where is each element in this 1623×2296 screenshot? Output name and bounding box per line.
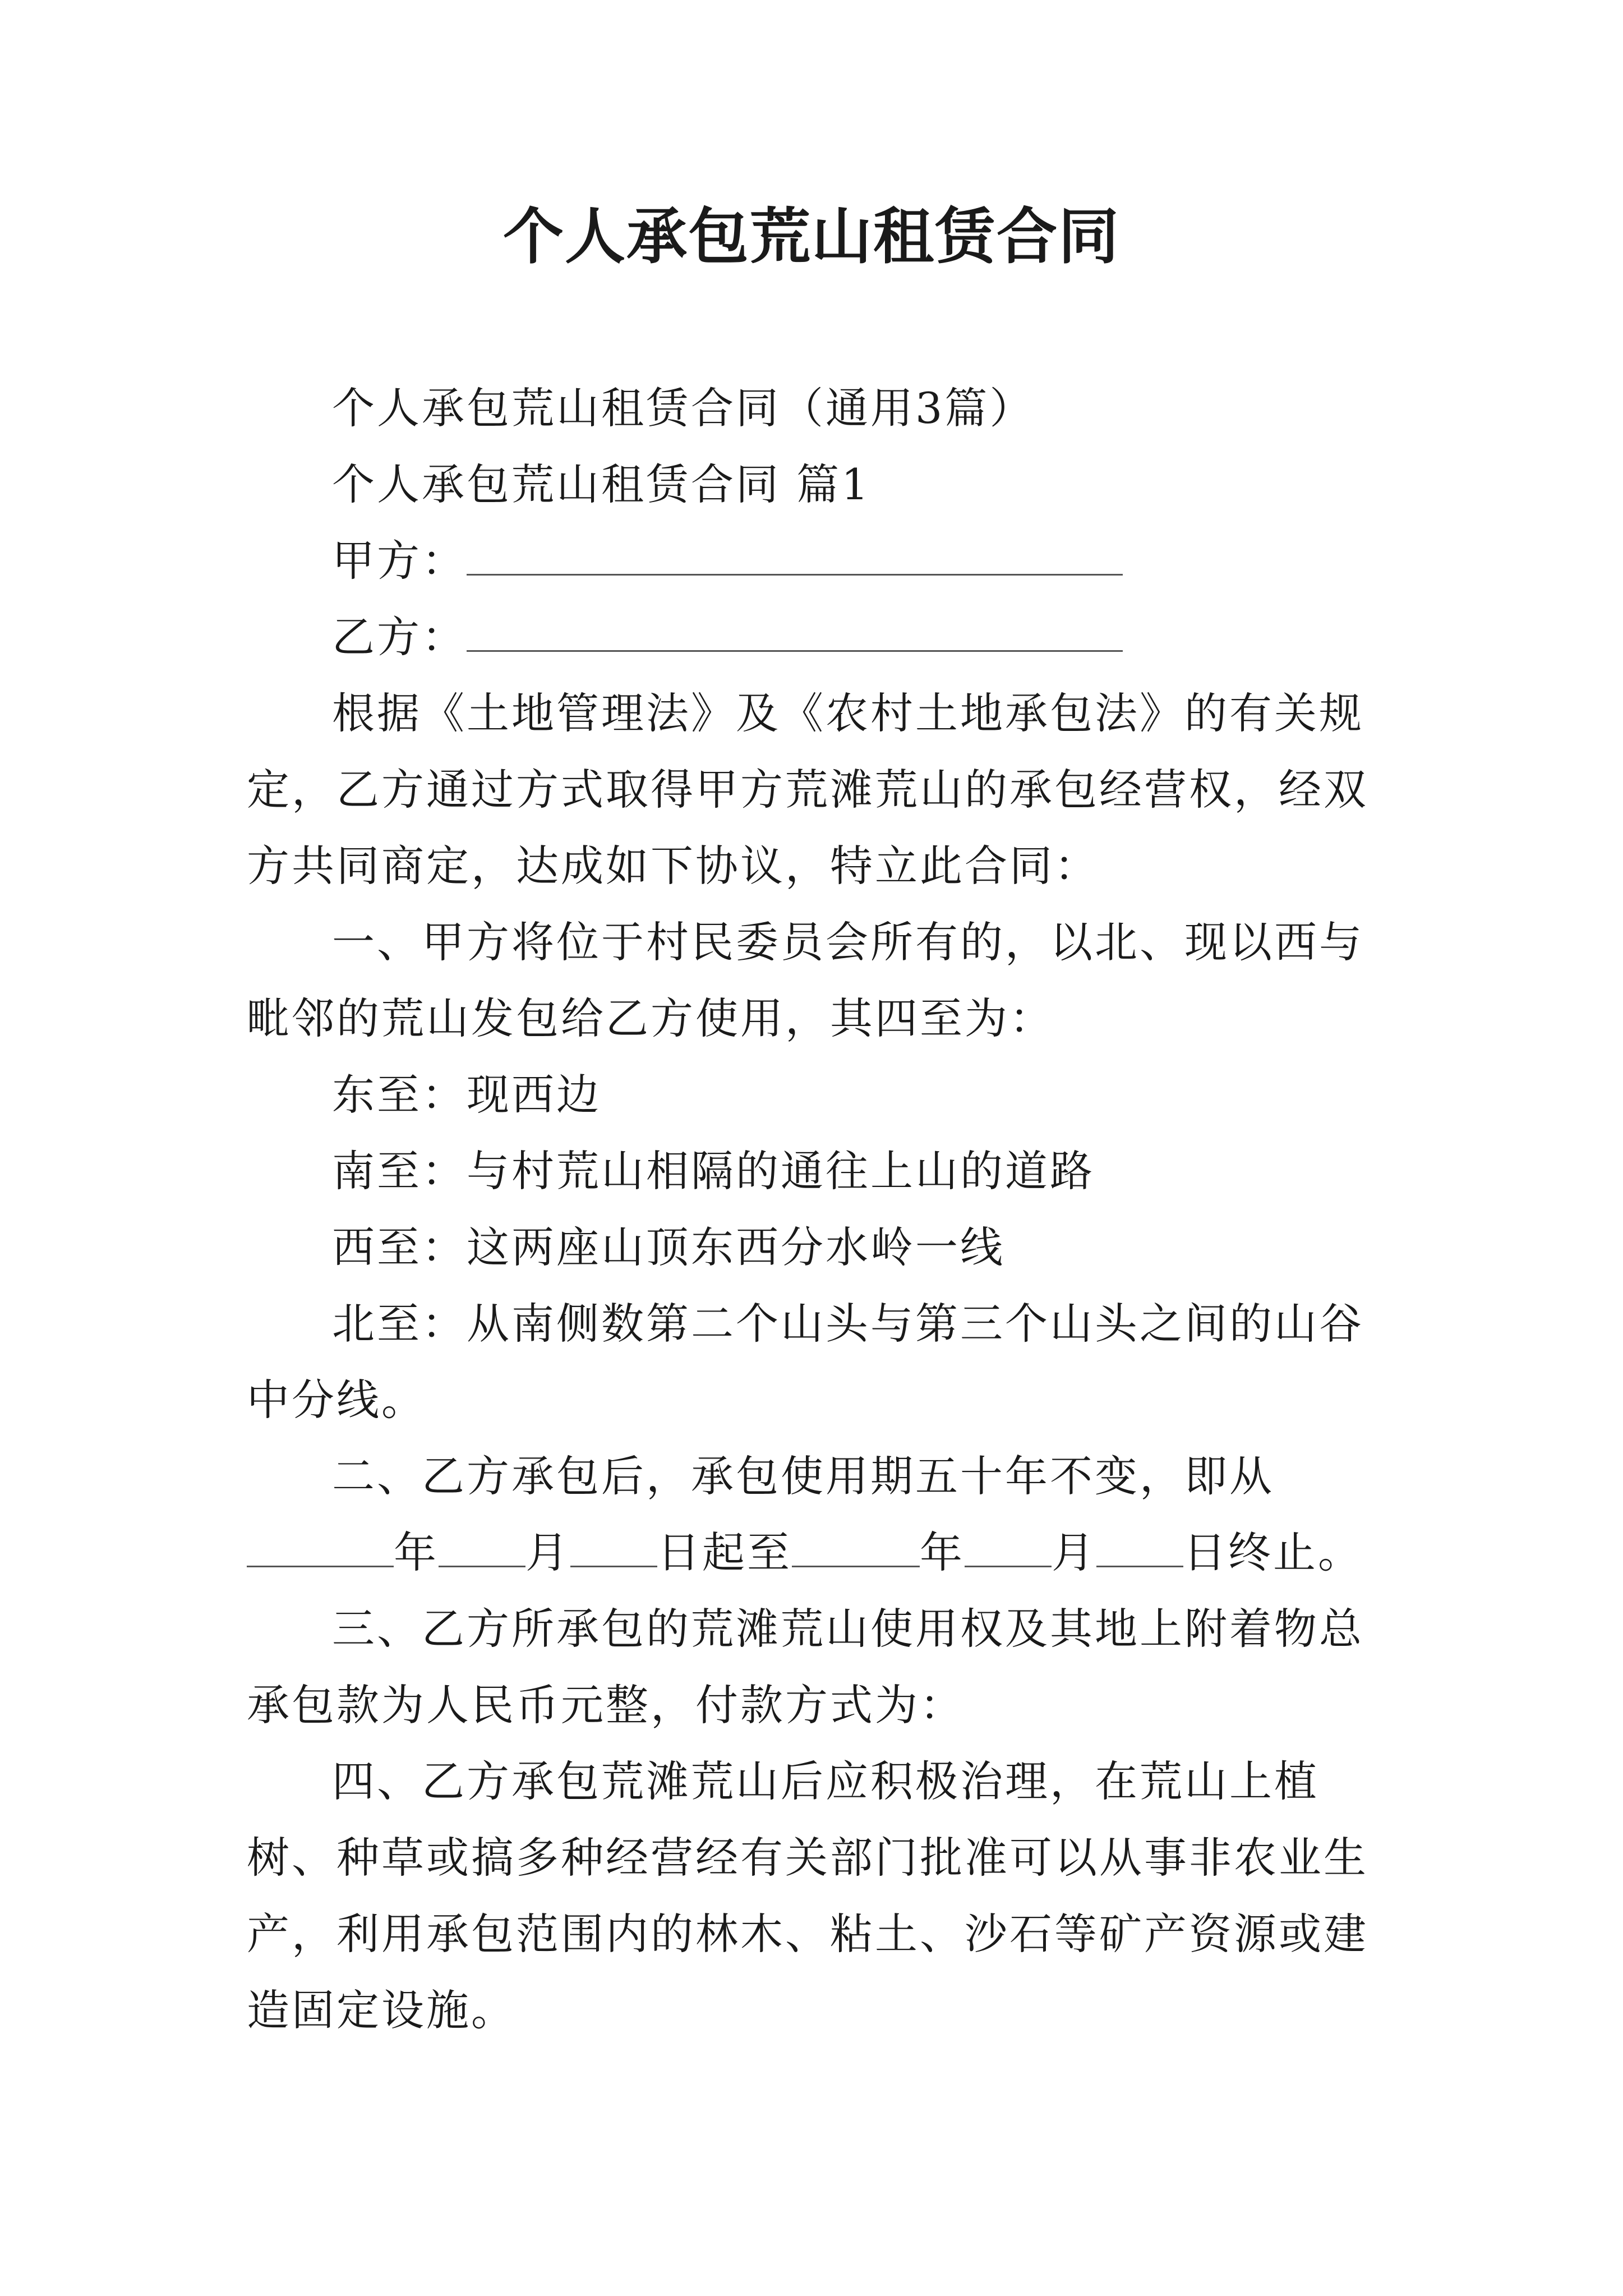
party-b-blank	[467, 612, 1123, 652]
year-label: 年	[394, 1527, 439, 1577]
party-a-label: 甲方：	[332, 536, 467, 586]
boundary-east: 东至：现西边	[332, 1070, 601, 1120]
clause-2-text: 二、乙方承包后，承包使用期五十年不变，即从	[332, 1451, 1274, 1501]
month-label: 月	[525, 1527, 570, 1577]
document-title: 个人承包荒山租赁合同	[502, 201, 1120, 272]
end-day-blank	[1096, 1527, 1183, 1567]
section-heading: 个人承包荒山租赁合同 篇1	[332, 459, 871, 509]
party-b-line	[247, 599, 1391, 675]
party-a-blank	[467, 536, 1123, 576]
clause-2	[247, 1438, 1391, 1591]
clause-4: 四、乙方承包荒滩荒山后应积极治理，在荒山上植树、种草或搞多种经营经有关部门批准可以从事非农业生产，利用承包范围内的林木、粘土、沙石等矿产资源或建造固定设施。	[247, 1756, 1368, 2035]
clause-3: 三、乙方所承包的荒滩荒山使用权及其地上附着物总承包款为人民币元整，付款方式为：	[247, 1604, 1364, 1730]
day-from-label: 日起至	[657, 1527, 792, 1577]
party-b-label: 乙方：	[332, 612, 467, 662]
day-end-label: 日终止。	[1183, 1527, 1363, 1577]
intro-paragraph: 根据《土地管理法》及《农村土地承包法》的有关规定，乙方通过方式取得甲方荒滩荒山的承包经营权，经双方共同商定，达成如下协议，特立此合同：	[247, 688, 1368, 891]
start-month-blank	[439, 1527, 525, 1567]
boundary-west: 西至：这两座山顶东西分水岭一线	[332, 1222, 1005, 1272]
boundary-south: 南至：与村荒山相隔的通往上山的道路	[332, 1146, 1095, 1196]
start-day-blank	[570, 1527, 657, 1567]
subtitle: 个人承包荒山租赁合同（通用3篇）	[332, 383, 1035, 433]
boundary-north: 北至：从南侧数第二个山头与第三个山头之间的山谷中分线。	[247, 1299, 1364, 1425]
end-year-blank	[792, 1527, 920, 1567]
year-label-2: 年	[920, 1527, 965, 1577]
month-label-2: 月	[1052, 1527, 1096, 1577]
clause-1: 一、甲方将位于村民委员会所有的，以北、现以西与毗邻的荒山发包给乙方使用，其四至为：	[247, 917, 1364, 1043]
start-year-blank	[247, 1527, 394, 1567]
end-month-blank	[965, 1527, 1052, 1567]
party-a-line	[247, 523, 1391, 599]
document-body	[247, 370, 1391, 2049]
